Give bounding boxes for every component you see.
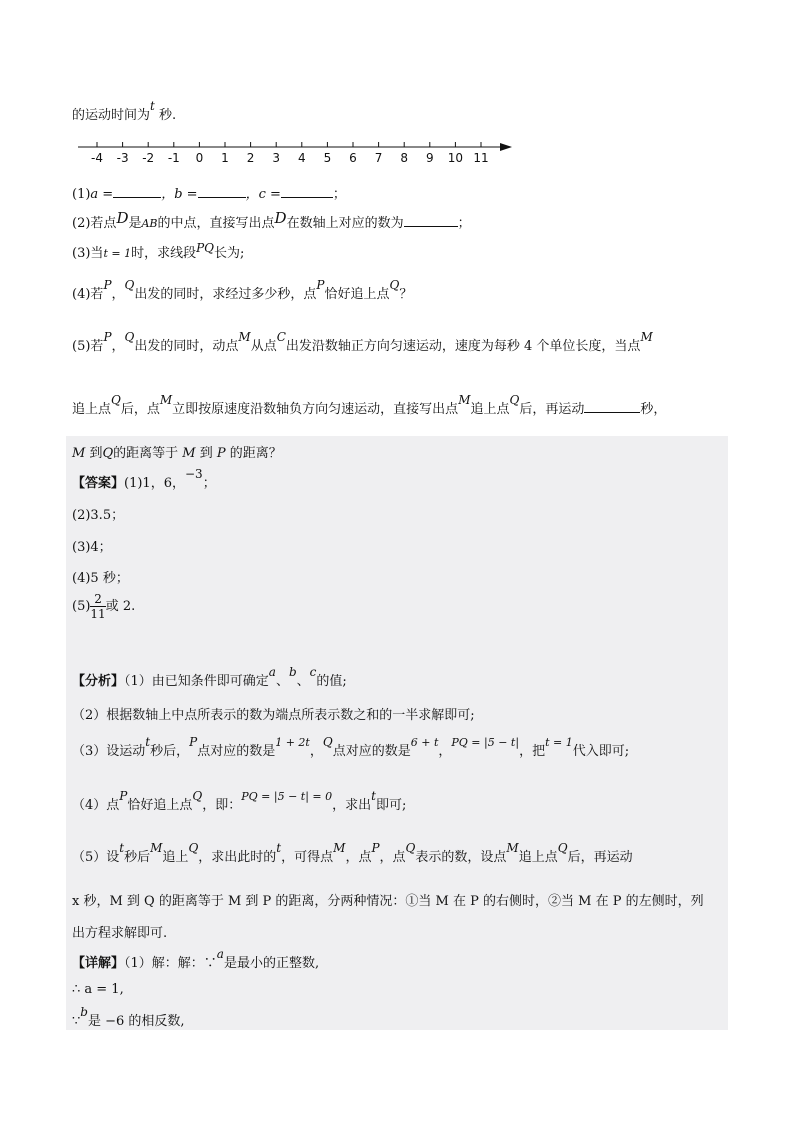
analysis-5-p: P bbox=[371, 841, 380, 855]
analysis-4-t: t bbox=[371, 789, 376, 803]
q5-var-m5: M bbox=[72, 446, 86, 461]
var-t: t bbox=[150, 99, 155, 113]
number-line bbox=[0, 138, 800, 178]
q5-text-11: 到 bbox=[85, 446, 103, 461]
question-3 bbox=[72, 242, 244, 261]
q3-condition: t = 1 bbox=[103, 247, 132, 260]
q4-end: ？ bbox=[399, 287, 413, 302]
analysis-4-a: （4）点 bbox=[72, 798, 120, 813]
analysis-5-a: （5）设 bbox=[72, 850, 120, 865]
analysis-5-g: ，点 bbox=[379, 850, 406, 865]
analysis-3-g: ， bbox=[438, 744, 452, 759]
q5-var-m2: M bbox=[640, 330, 653, 344]
q5-number: (5) bbox=[72, 339, 91, 354]
q1-b-label: ，b = bbox=[161, 187, 198, 202]
q5-sep: ， bbox=[111, 339, 125, 354]
q1-c-label: ，c = bbox=[245, 187, 281, 202]
q2-number: (2) bbox=[72, 216, 91, 231]
number-line-tick-label: 10 bbox=[447, 151, 464, 165]
analysis-5-q: Q bbox=[188, 841, 199, 855]
analysis-3-p: P bbox=[189, 735, 198, 749]
q5-text-10: 秒， bbox=[640, 402, 667, 417]
fraction-denominator: 11 bbox=[90, 607, 106, 621]
q5-text-13: 到 bbox=[195, 446, 217, 461]
analysis-5-m3: M bbox=[506, 841, 519, 855]
question-1 bbox=[72, 183, 346, 202]
number-line-tick-label: 3 bbox=[272, 151, 281, 165]
analysis-5-h: 表示的数，设点 bbox=[415, 850, 507, 865]
q5-text-8: 追上点 bbox=[470, 402, 510, 417]
analysis-3-d: ， bbox=[309, 744, 323, 759]
analysis-5-i: 追上点 bbox=[518, 850, 558, 865]
analysis-5-e: ，可得点 bbox=[281, 850, 334, 865]
analysis-3-expr1: 1 + 2t bbox=[275, 736, 310, 749]
q5-text-14: 的距离？ bbox=[225, 446, 282, 461]
analysis-1-var-c: c bbox=[309, 665, 317, 679]
analysis-3-expr3: PQ = |5 − t| bbox=[451, 736, 520, 749]
detail-line-1 bbox=[72, 947, 320, 971]
analysis-line-4 bbox=[72, 789, 407, 813]
q5-text-9: 后，再运动 bbox=[519, 402, 585, 417]
analysis-line-5 bbox=[72, 841, 633, 865]
q1-a-blank[interactable] bbox=[113, 184, 161, 198]
analysis-3-c: 点对应的数是 bbox=[197, 744, 276, 759]
q4-text-2: 出发的同时，求经过多少秒，点 bbox=[134, 287, 317, 302]
analysis-4-expr: PQ = |5 − t| = 0 bbox=[241, 790, 333, 803]
analysis-5-b: 秒后 bbox=[124, 850, 151, 865]
q3-text-3: 长为; bbox=[214, 246, 245, 261]
analysis-4-f: 即可; bbox=[375, 798, 407, 813]
detail-1-b: 是最小的正整数, bbox=[223, 956, 320, 971]
q5-text-5: 追上点 bbox=[72, 402, 112, 417]
q4-number: (4) bbox=[72, 287, 91, 302]
answer-2: (2)3.5； bbox=[72, 508, 125, 523]
q1-a-label: a = bbox=[90, 187, 114, 202]
number-line-tick-label: -4 bbox=[91, 151, 103, 165]
number-line-tick-label: 0 bbox=[195, 151, 204, 165]
detail-3-b: 是 −6 的相反数, bbox=[87, 1014, 185, 1029]
analysis-1-end: 的值; bbox=[316, 674, 347, 689]
analysis-5-m: M bbox=[150, 841, 163, 855]
q5-var-q: Q bbox=[124, 330, 135, 344]
question-5-line-1 bbox=[72, 330, 653, 354]
analysis-3-expr2: 6 + t bbox=[410, 736, 439, 749]
analysis-5-q2: Q bbox=[405, 841, 416, 855]
analysis-5-t: t bbox=[119, 841, 125, 855]
answer-label: 【答案】 bbox=[72, 476, 125, 491]
detail-label: 【详解】 bbox=[72, 956, 125, 971]
q5-var-m: M bbox=[238, 330, 251, 344]
q5-text-3: 从点 bbox=[250, 339, 277, 354]
q5-text-12: 的距离等于 bbox=[113, 446, 183, 461]
analysis-5-c: 追上 bbox=[162, 850, 189, 865]
q5-var-m3: M bbox=[159, 393, 173, 407]
analysis-5-f: ，点 bbox=[345, 850, 372, 865]
analysis-3-f: 点对应的数是 bbox=[332, 744, 411, 759]
analysis-4-c: ，即： bbox=[202, 798, 242, 813]
number-line-tick-label: 6 bbox=[349, 151, 357, 165]
analysis-3-q: Q bbox=[322, 735, 333, 749]
analysis-5-d: ，求出此时的 bbox=[198, 850, 277, 865]
analysis-5-t2: t bbox=[276, 841, 282, 855]
q5-var-c: C bbox=[276, 330, 286, 344]
analysis-1-var-b: b bbox=[288, 665, 297, 679]
q5-var-q2: Q bbox=[111, 393, 121, 407]
q3-var-pq: PQ bbox=[196, 241, 215, 255]
analysis-5-q3: Q bbox=[557, 841, 568, 855]
q5-text-1: 若 bbox=[90, 339, 104, 354]
analysis-label: 【分析】 bbox=[72, 674, 125, 689]
q2-var-ab: AB bbox=[141, 217, 158, 230]
q5-text-6: 后，点 bbox=[120, 402, 160, 417]
number-line-tick-label: -2 bbox=[142, 151, 155, 165]
analysis-4-d: ，求出 bbox=[332, 798, 372, 813]
q2-var-d: D bbox=[116, 209, 129, 227]
q5-var-m6: M bbox=[182, 446, 196, 461]
analysis-4-p: P bbox=[119, 789, 128, 803]
analysis-1-sep2: 、 bbox=[296, 674, 310, 689]
intro-suffix: 秒. bbox=[154, 108, 177, 123]
q2-text-4: 在数轴上对应的数为 bbox=[286, 216, 404, 231]
q3-number: (3) bbox=[72, 246, 91, 261]
q1-end: ； bbox=[332, 187, 346, 202]
number-line-tick-label: 2 bbox=[246, 151, 255, 165]
q5-var-p3: P bbox=[216, 446, 226, 461]
number-line-tick-label: 8 bbox=[400, 151, 409, 165]
q5-text-2: 出发的同时，动点 bbox=[134, 339, 239, 354]
analysis-line-7: 出方程求解即可. bbox=[72, 926, 168, 941]
analysis-3-a: （3）设运动 bbox=[72, 744, 146, 759]
answer-3: (3)4； bbox=[72, 540, 112, 555]
answer-5-num: (5) bbox=[72, 599, 91, 614]
question-2 bbox=[72, 209, 471, 231]
detail-1-a: （1）解：解：∵ bbox=[124, 956, 217, 971]
q4-text-1: 若 bbox=[90, 287, 104, 302]
analysis-4-b: 恰好追上点 bbox=[127, 798, 193, 813]
number-line-tick-label: 9 bbox=[425, 151, 434, 165]
q2-text-1: 若点 bbox=[90, 216, 117, 231]
answer-5-fraction bbox=[90, 592, 105, 621]
question-5-line-3 bbox=[72, 442, 282, 461]
analysis-5-j: 后，再运动 bbox=[567, 850, 633, 865]
q4-var-q2: Q bbox=[389, 278, 400, 292]
number-line-tick-label: -1 bbox=[167, 151, 180, 165]
q5-text-7: 立即按原速度沿数轴负方向匀速运动，直接写出点 bbox=[172, 402, 459, 417]
q4-var-q: Q bbox=[124, 278, 135, 292]
number-line-tick-label: 1 bbox=[221, 151, 229, 165]
q2-var-d2: D bbox=[274, 209, 287, 227]
q2-text-3: 的中点，直接写出点 bbox=[157, 216, 275, 231]
q5-blank[interactable] bbox=[584, 399, 640, 413]
number-line-tick-label: 7 bbox=[374, 151, 383, 165]
q4-sep: ， bbox=[111, 287, 125, 302]
answer-5-post: 或 2. bbox=[105, 599, 136, 614]
analysis-line-2: （2）根据数轴上中点所表示的数为端点所表示数之和的一半求解即可; bbox=[72, 708, 475, 723]
q5-var-m4: M bbox=[458, 393, 471, 407]
q3-text-1: 当 bbox=[90, 246, 104, 261]
q5-text-4: 出发沿数轴正方向匀速运动，速度为每秒 4 个单位长度，当点 bbox=[285, 339, 641, 354]
analysis-line-1 bbox=[72, 665, 347, 689]
number-line-tick-label: 5 bbox=[323, 151, 332, 165]
fraction-numerator: 2 bbox=[94, 592, 102, 606]
analysis-1-sep1: 、 bbox=[275, 674, 289, 689]
answer-1-end: ； bbox=[202, 476, 216, 491]
q1-b-blank[interactable] bbox=[198, 184, 246, 198]
q2-end: ； bbox=[457, 216, 471, 231]
question-5-line-2 bbox=[72, 393, 667, 417]
detail-3-a: ∵ bbox=[72, 1014, 81, 1029]
q4-var-p2: P bbox=[316, 278, 325, 292]
answer-line-1 bbox=[72, 467, 216, 491]
q4-text-3: 恰好追上点 bbox=[324, 287, 390, 302]
detail-line-3 bbox=[72, 1005, 185, 1029]
q2-blank[interactable] bbox=[404, 213, 458, 227]
q5-var-p: P bbox=[103, 330, 112, 344]
q3-text-2: 时，求线段 bbox=[131, 246, 197, 261]
analysis-3-b: 秒后， bbox=[150, 744, 190, 759]
analysis-3-i: 代入即可; bbox=[572, 744, 630, 759]
number-line-tick-label: -3 bbox=[116, 151, 129, 165]
analysis-line-6: x 秒，M 到 Q 的距离等于 M 到 P 的距离，分两种情况：①当 M 在 P 的右侧时，②当 M 在 P 的左侧时，列 bbox=[72, 894, 704, 909]
q1-c-blank[interactable] bbox=[281, 184, 333, 198]
analysis-5-m2: M bbox=[333, 841, 346, 855]
q5-var-q3: Q bbox=[509, 393, 520, 407]
answer-4: (4)5 秒； bbox=[72, 571, 129, 586]
answer-5 bbox=[72, 592, 135, 621]
analysis-line-3 bbox=[72, 735, 630, 759]
intro-line bbox=[72, 99, 177, 123]
number-line-arrow bbox=[500, 143, 512, 151]
analysis-3-h: ，把 bbox=[519, 744, 546, 759]
q1-number: (1) bbox=[72, 187, 91, 202]
analysis-3-expr4: t = 1 bbox=[545, 736, 573, 749]
number-line-tick-label: 4 bbox=[297, 151, 306, 165]
detail-line-2: ∴ a = 1, bbox=[72, 982, 124, 997]
answer-1: (1)1，6， bbox=[124, 476, 185, 491]
intro-text: 的运动时间为 bbox=[72, 108, 151, 123]
question-4 bbox=[72, 278, 413, 302]
analysis-3-t: t bbox=[145, 735, 151, 749]
analysis-1-var-a: a bbox=[268, 665, 276, 679]
q2-text-2: 是 bbox=[128, 216, 142, 231]
number-line-tick-label: 11 bbox=[473, 151, 489, 165]
detail-1-var: a bbox=[216, 947, 224, 961]
analysis-1-text: （1）由已知条件即可确定 bbox=[124, 674, 269, 689]
detail-3-var: b bbox=[80, 1005, 88, 1019]
q4-var-p: P bbox=[103, 278, 112, 292]
analysis-4-q: Q bbox=[192, 789, 203, 803]
q5-var-q4: Q bbox=[102, 446, 114, 461]
answer-1-c: −3 bbox=[184, 467, 203, 481]
